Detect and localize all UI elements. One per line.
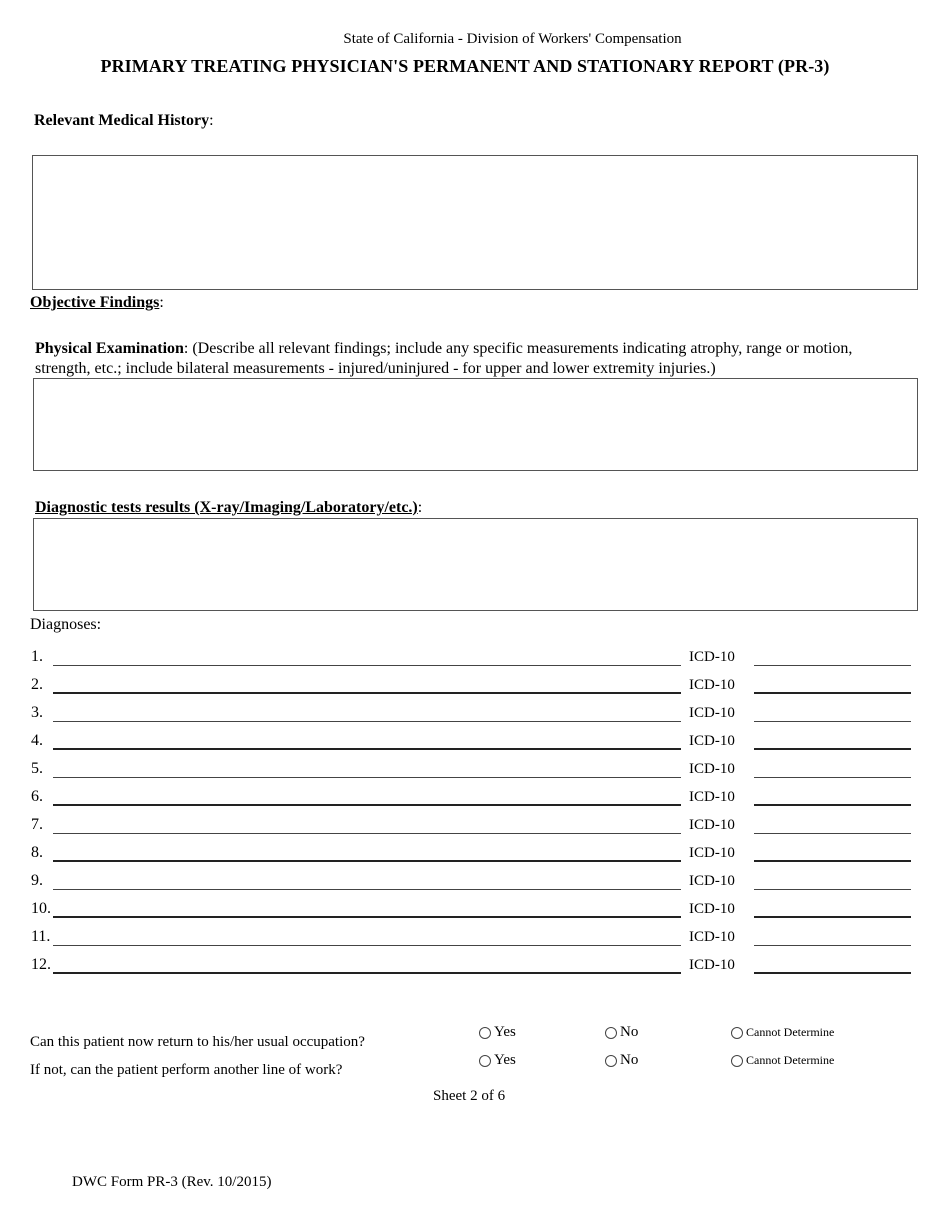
radio-circle-icon	[731, 1055, 743, 1067]
diagnosis-input[interactable]	[53, 645, 681, 666]
icd-label: ICD-10	[689, 789, 735, 805]
q2-yes-radio[interactable]: Yes	[479, 1052, 516, 1069]
sheet-number: Sheet 2 of 6	[433, 1088, 506, 1104]
icd-code-input[interactable]	[754, 869, 911, 890]
diagnosis-number: 9.	[31, 872, 43, 889]
objective-findings-label: Objective Findings:	[30, 294, 164, 311]
diagnosis-row	[31, 642, 911, 666]
diagnosis-number: 1.	[31, 648, 43, 665]
icd-label: ICD-10	[689, 929, 735, 945]
diagnosis-number: 10.	[31, 900, 51, 917]
form-identifier: DWC Form PR-3 (Rev. 10/2015)	[72, 1174, 272, 1190]
icd-code-input[interactable]	[754, 925, 911, 946]
icd-code-input[interactable]	[754, 952, 911, 974]
radio-circle-icon	[731, 1027, 743, 1039]
medical-history-label: Relevant Medical History:	[34, 112, 214, 129]
icd-code-input[interactable]	[754, 701, 911, 722]
diagnosis-input[interactable]	[53, 784, 681, 806]
question-return-occupation: Can this patient now return to his/her usual occupation?	[30, 1034, 365, 1050]
question-other-work: If not, can the patient perform another line of work?	[30, 1062, 343, 1078]
diagnosis-row	[31, 894, 911, 918]
icd-label: ICD-10	[689, 901, 735, 917]
diagnosis-input[interactable]	[53, 896, 681, 918]
diagnosis-row	[31, 950, 911, 974]
diagnostic-tests-label: Diagnostic tests results (X-ray/Imaging/Laboratory/etc.):	[35, 499, 423, 516]
diagnosis-row	[31, 922, 911, 946]
icd-code-input[interactable]	[754, 672, 911, 694]
physical-exam-label: Physical Examination: (Describe all relevant findings; include any specific measurements indicating atrophy, range or motion, strength, etc.; include bilateral measurements - injured/uninjured - for upper and lower extremity injuries.)	[35, 340, 853, 377]
diagnosis-input[interactable]	[53, 701, 681, 722]
icd-label: ICD-10	[689, 733, 735, 749]
diagnosis-input[interactable]	[53, 869, 681, 890]
diagnosis-row	[31, 838, 911, 862]
radio-circle-icon	[605, 1055, 617, 1067]
diagnosis-row	[31, 782, 911, 806]
diagnosis-number: 5.	[31, 760, 43, 777]
radio-circle-icon	[479, 1055, 491, 1067]
diagnosis-row	[31, 810, 911, 834]
icd-code-input[interactable]	[754, 896, 911, 918]
diagnosis-number: 11.	[31, 928, 51, 945]
icd-code-input[interactable]	[754, 840, 911, 862]
diagnosis-input[interactable]	[53, 672, 681, 694]
icd-code-input[interactable]	[754, 813, 911, 834]
diagnosis-number: 12.	[31, 956, 51, 973]
q1-cannot-determine-radio[interactable]: Cannot Determine	[731, 1025, 834, 1040]
icd-code-input[interactable]	[754, 757, 911, 778]
diagnostic-tests-field[interactable]	[33, 518, 918, 611]
q2-cannot-determine-radio[interactable]: Cannot Determine	[731, 1053, 834, 1068]
diagnoses-label: Diagnoses:	[30, 616, 102, 633]
diagnosis-row	[31, 754, 911, 778]
diagnosis-row	[31, 866, 911, 890]
icd-label: ICD-10	[689, 705, 735, 721]
diagnosis-input[interactable]	[53, 757, 681, 778]
icd-label: ICD-10	[689, 761, 735, 777]
diagnosis-input[interactable]	[53, 925, 681, 946]
diagnosis-number: 3.	[31, 704, 43, 721]
radio-circle-icon	[479, 1027, 491, 1039]
icd-code-input[interactable]	[754, 645, 911, 666]
icd-code-input[interactable]	[754, 728, 911, 750]
agency-header: State of California - Division of Workers' Compensation	[343, 31, 682, 47]
diagnosis-number: 6.	[31, 788, 43, 805]
q1-yes-radio[interactable]: Yes	[479, 1024, 516, 1041]
physical-exam-field[interactable]	[33, 378, 918, 471]
diagnosis-number: 8.	[31, 844, 43, 861]
icd-label: ICD-10	[689, 649, 735, 665]
diagnosis-number: 4.	[31, 732, 43, 749]
icd-label: ICD-10	[689, 817, 735, 833]
diagnosis-input[interactable]	[53, 813, 681, 834]
q1-no-radio[interactable]: No	[605, 1024, 638, 1041]
icd-label: ICD-10	[689, 845, 735, 861]
icd-label: ICD-10	[689, 957, 735, 973]
form-title: PRIMARY TREATING PHYSICIAN'S PERMANENT AND STATIONARY REPORT (PR-3)	[100, 56, 830, 76]
icd-code-input[interactable]	[754, 784, 911, 806]
diagnosis-input[interactable]	[53, 728, 681, 750]
medical-history-field[interactable]	[32, 155, 918, 290]
diagnosis-input[interactable]	[53, 840, 681, 862]
icd-label: ICD-10	[689, 873, 735, 889]
q2-no-radio[interactable]: No	[605, 1052, 638, 1069]
diagnosis-input[interactable]	[53, 952, 681, 974]
diagnosis-row	[31, 698, 911, 722]
icd-label: ICD-10	[689, 677, 735, 693]
diagnosis-number: 7.	[31, 816, 43, 833]
radio-circle-icon	[605, 1027, 617, 1039]
diagnosis-number: 2.	[31, 676, 43, 693]
diagnosis-row	[31, 670, 911, 694]
diagnosis-row	[31, 726, 911, 750]
